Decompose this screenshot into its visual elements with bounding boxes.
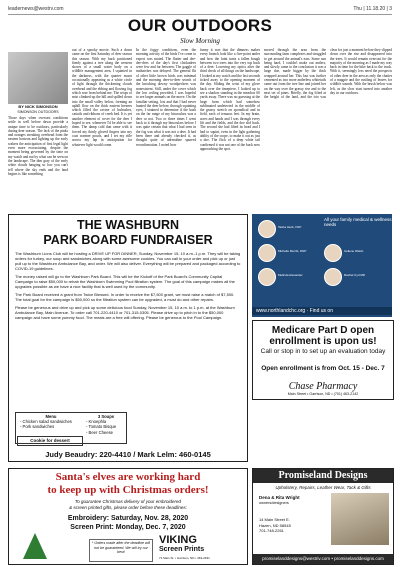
tree-icon <box>23 533 47 559</box>
doctor-name: Melinda Alexander <box>278 273 303 277</box>
soup-item: - Knoephla <box>86 419 107 425</box>
promiseland-owners: Dena & Rita Wright <box>259 495 300 500</box>
doctor-photo <box>324 244 342 262</box>
site-email: leadernews@westrv.com <box>8 6 64 12</box>
article-column-2: out of a spooky movie. Such a dawn came on the first Saturday of deer season this season. With my back positioned firmly against a tree along the western shores of a small water body on a wildlife management area, I squinted in the darkness, with the quarter moon occasionally appearing as a white circle of light through the thickening clouds overhead and the ebbing and flowing fog which rose from behind me. The wisps of mist climbed up the hill and spilled down into the small valley below, forming an uphill flow on the thick eastern breezes which filled the ravine of bulrushes, cattails and ribbons of creek bed. It is yet another element of cover for the deer I hoped to see, whenever I'd be able to see them. The damp cold that came with it forced my thinly gloved fingers into my coat warmer pouch, and I set my rifle across my lap in anticipation for whatever light would come. <box>72 48 132 147</box>
promiseland-owner-sub: owners/designers <box>259 501 289 505</box>
santa-headline-2: to keep up with Christmas orders! <box>47 484 209 496</box>
doctor-name: Rachel Cyd MD <box>344 273 366 277</box>
doctor-photo <box>258 268 276 286</box>
promiseland-title: Promiseland Designs <box>253 469 393 483</box>
promiseland-contact: 14 Main Street E. Hazen, ND 58545 701-748-2261 <box>259 517 291 533</box>
pharmacy-address: Main Street • Garrison, ND • (701) 463-2142 <box>287 392 359 396</box>
soup-item: - Tomato Bisque <box>86 424 117 430</box>
menu-title: Menu <box>45 414 57 419</box>
promiseland-ad <box>252 468 394 565</box>
soup-item: - Beer Cheese <box>86 429 113 435</box>
screenprint-deadline: Screen Print: Monday, Dec. 7, 2020 <box>70 524 186 531</box>
medicare-dates: Open enrollment is from Oct. 15 - Dec. 7 <box>261 365 385 372</box>
pharmacy-logo: Chase Pharmacy <box>288 381 358 392</box>
washburn-fundraiser-ad <box>8 214 248 462</box>
ad-title-line1: THE WASHBURN <box>76 218 180 232</box>
viking-logo: VIKING Screen Prints <box>159 534 205 553</box>
author-name: BY NICK SIMONSON <box>18 104 58 109</box>
viking-address: 71 Main St. • Garrison, ND • 463-2491 <box>159 556 210 560</box>
page-header <box>8 4 392 15</box>
ad-body: The Washburn Lions Club will be hosting a DRIVE UP FOR DINNER, Sunday, November 15, 10 a.m.-1 p.m. They will be taking orders for turkey, our soup and sandwiches along with some awesome cookies. You can call in your order and pick up or just pull up to the Washburn Ambulance Bay, and order. We will also deliver. Everything will be prepared and packaged according to COVID-19 guidelines. The money raised will go to the Washburn Park Board. This will be the Kickoff of the Park Board's Community Capital Campaign to raise $50,000 to rehab the Washburn Swimming Pool filtration system. The goal of this campaign makes all the upgrades possible as we have a nice facility that is well used by the community. The Park Board received a grant from Twice Blessed. In order to receive the $7,500 grant, we must raise a match of $7,500. The total goal for the campaign is $50,000 so the filtration system can be upgraded, a must do and other repairs. Please be generous and drive up and pick up some delicious food Sunday, November 15, 10 a.m. to 1 p.m. at the Washburn Ambulance Bay, Main Avenue. To order call 701-220-4410 or 701-315-0305. Please drive up to pitch in to the $50,000 campaign and have some yummy food. The meals are a free will offering. Please be generous to the Pool Campaign. <box>15 251 241 320</box>
article-column-4: funny it was that the dimness makes every branch look like a five-point antler and how the faint turns a fallen bough between two trees into the very top back of a deer. Lowering my optics after the third check of all things on the landscape, I looked at my watch and the last seconds ticked away to the opening moment of the day. Sliding the wrist of my glove back over the timepiece, I looked up to see a shadow standing in the meadow 60 yards away. There was no guessing at the large form which had somehow sublimated undetected in the middle of the grassy stretch on sporadical and in field, each of tenuous feet. In my brain, acres and hands and I was through every lift and the fields, and the doe slid back. The second she had lifted its head and I had to squint, even in the light gathering ability of the scope, to make it out as just a doe. The flick of a deep white tail confirmed it was not one of the buck now approaching the spot. <box>200 48 260 151</box>
santa-ad <box>8 468 248 565</box>
promiseland-tagline: Upholstery, Repairs, Leather Wear, Tack & Gifts <box>275 485 371 490</box>
contact-line: Judy Beaudry: 220-4410 / Mark Lelm: 460-0145 <box>45 450 211 459</box>
promiseland-photo <box>331 493 389 545</box>
doctor-name: Michelle Merritt, DNP <box>278 249 307 253</box>
article-headline: Slow Morning <box>180 37 220 45</box>
embroidery-deadline: Embroidery: Saturday, Nov. 28, 2020 <box>67 515 189 522</box>
article-column-3: In the foggy conditions, even the morning activity of the birds I've come to expect was muted. The flutter and dee-dee-dees of the day's first chickadees were few and far between. The gaggle of nuthatches was delayed. The general flit of other little brown birds was minimal and the morning deer-to-deer search of the knocking downy woodpeckers was nonexistent. Still, under the cover which the low ceiling provided, I was hopeful to see larger animals on the move. On the familiar setting, lost and that I had never hunted the deer before, through squinting eyes, I strained to determine if the bush on the far range of my binoculars was a deer or not. Two or three times I went back to it through my binoculars before I was quite certain that what I had seen in the fog was what it was not a deer. It had been there and already checked it, as thought quite of adrenaline spurred reconfirmation. I noted how <box>136 48 196 147</box>
medicare-ad <box>252 320 394 400</box>
doctor-photo <box>258 244 276 262</box>
author-org: SIMONSON OUTDOORS <box>17 109 59 114</box>
author-photo <box>8 52 68 104</box>
clinic-url[interactable]: www.northlandchc.org · Find us on <box>252 307 392 315</box>
doctor-name: Tasha Heck, FNP <box>278 225 302 229</box>
santa-sub-2: & screen printed gifts, please order before these deadlines: <box>69 505 187 510</box>
santa-headline-1: Santa's elves are working hard <box>55 471 201 483</box>
ad-title-line2: PARK BOARD FUNDRAISER <box>43 233 213 247</box>
soups-title: 3 Soups <box>97 414 115 419</box>
menu-item: - Chicken salad sandwiches <box>20 419 72 425</box>
section-title: OUR OUTDOORS <box>127 16 273 35</box>
article-column-1: Those days when overcast conditions settle in well before dawn provide a unique time to be outdoors, particularly during deer season. The lack of the pinks and oranges streaking overhead from the eastern horizon and lighting up the early wakers the anticipation of first legal light even more excruciating, despite the moment being governed by the time on my watch and not by what can be seen on the landscape. The dim gray of the early white clouds hanging so low you can't tell where the sky ends and the land begins is like something <box>8 116 68 176</box>
menu-item: - Pork sandwiches <box>20 424 55 430</box>
issue-date: Thu | 11.18.20 | 3 <box>353 6 392 12</box>
clinic-ad <box>252 214 392 317</box>
santa-sub-1: To guarantee Christmas delivery of your embroidered <box>74 499 182 504</box>
byline <box>8 105 68 114</box>
cookie-box: Cookie for dessert <box>17 436 83 446</box>
deadline-note: * Orders made after the deadline will not be guaranteed. We will try our best! <box>89 539 153 562</box>
article-column-5: moved through the area from the surrounding farm complexes and struggled to get around the animal's ears. Some sun being hard, I couldn't make out antlers, and slowly came to the conclusion it was a large doe, made bigger by the thick wrapped around her. This last was further cemented as two more antlerless whitetails came out from the tree line and joined her on the way over the grassy rise and to the next set of pines. Briefly, the fog lifted at the height of the land, and the trio was clear for just a moment before they slipped down over the rise and disappeared into the trees. It would remain overcast for the majority of the morning as I made my way back in time for the hike back to the truck. With it, seemingly less need the prospects of other deer in the area as only the chatter of a magpie and the rustling of leaves for wildlife sounds. With the brush below was left, as the slow start turned into another day in our outdoors. <box>264 48 392 100</box>
doctor-name: Cellene Welsh <box>344 249 364 253</box>
doctor-photo <box>324 268 342 286</box>
medicare-call: Call or stop in to set up an evaluation today <box>260 348 386 355</box>
doctor-photo <box>258 220 276 238</box>
clinic-tagline: All your family medical & wellness needs <box>324 217 392 227</box>
promiseland-url[interactable]: promiselanddesigns@westriv.com • promiselanddesigns.com <box>253 554 393 564</box>
medicare-headline: Medicare Part D open enrollment is upon us! <box>269 325 377 347</box>
